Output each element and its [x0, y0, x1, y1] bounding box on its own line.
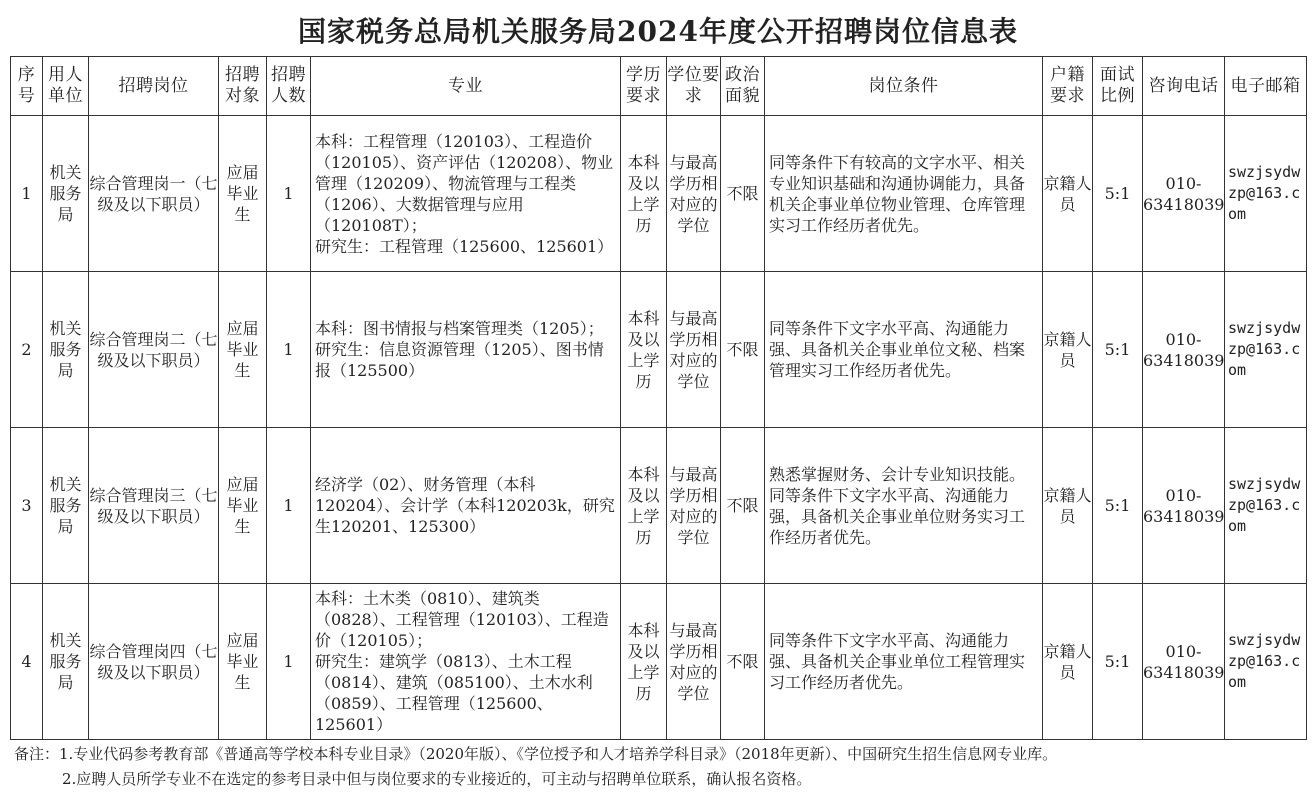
cell-degree: 与最高学历相对应的学位 — [667, 116, 721, 272]
header-seq: 序号 — [11, 57, 43, 116]
cell-position: 综合管理岗一（七级及以下职员） — [89, 116, 219, 272]
header-education: 学历要求 — [621, 57, 667, 116]
cell-phone: 010-63418039 — [1143, 272, 1225, 428]
cell-target: 应届毕业生 — [219, 272, 267, 428]
cell-target: 应届毕业生 — [219, 584, 267, 740]
header-degree: 学位要求 — [667, 57, 721, 116]
cell-phone: 010-63418039 — [1143, 428, 1225, 584]
cell-position: 综合管理岗二（七级及以下职员） — [89, 272, 219, 428]
cell-political: 不限 — [721, 272, 765, 428]
cell-phone: 010-63418039 — [1143, 116, 1225, 272]
cell-unit: 机关服务局 — [43, 116, 89, 272]
cell-conditions: 同等条件下文字水平高、沟通能力强、具备机关企事业单位文秘、档案管理实习工作经历者优先。 — [765, 272, 1043, 428]
cell-email: swzjsydwzp@163.com — [1225, 584, 1307, 740]
header-conditions: 岗位条件 — [765, 57, 1043, 116]
cell-degree: 与最高学历相对应的学位 — [667, 428, 721, 584]
cell-major: 本科：图书情报与档案管理类（1205）； 研究生：信息资源管理（1205）、图书情报（125500） — [311, 272, 621, 428]
cell-seq: 1 — [11, 116, 43, 272]
header-unit: 用人单位 — [43, 57, 89, 116]
cell-education: 本科及以上学历 — [621, 584, 667, 740]
header-political: 政治面貌 — [721, 57, 765, 116]
table-row — [11, 584, 1307, 740]
note-line-1: 备注：1.专业代码参考教育部《普通高等学校本科专业目录》（2020年版）、《学位授予和人才培养学科目录》（2018年更新）、中国研究生招生信息网专业库。 — [14, 745, 1058, 763]
cell-major: 本科：土木类（0810）、建筑类（0828）、工程管理（120103）、工程造价（120105）； 研究生：建筑学（0813）、土木工程（0814）、建筑（085100）、土木水利（0859）、工程管理（125600、125601） — [311, 584, 621, 740]
header-hukou: 户籍要求 — [1043, 57, 1093, 116]
cell-email: swzjsydwzp@163.com — [1225, 116, 1307, 272]
cell-hukou: 京籍人员 — [1043, 116, 1093, 272]
cell-ratio: 5:1 — [1093, 584, 1143, 740]
cell-hukou: 京籍人员 — [1043, 584, 1093, 740]
cell-email: swzjsydwzp@163.com — [1225, 428, 1307, 584]
cell-ratio: 5:1 — [1093, 116, 1143, 272]
table-header-row — [11, 57, 1307, 116]
recruitment-table — [10, 56, 1307, 740]
cell-count: 1 — [267, 584, 311, 740]
cell-count: 1 — [267, 116, 311, 272]
cell-count: 1 — [267, 272, 311, 428]
header-ratio: 面试比例 — [1093, 57, 1143, 116]
cell-seq: 4 — [11, 584, 43, 740]
header-major: 专业 — [311, 57, 621, 116]
cell-unit: 机关服务局 — [43, 584, 89, 740]
cell-degree: 与最高学历相对应的学位 — [667, 584, 721, 740]
cell-ratio: 5:1 — [1093, 428, 1143, 584]
table-row — [11, 428, 1307, 584]
page-title: 国家税务总局机关服务局2024年度公开招聘岗位信息表 — [298, 15, 1018, 48]
cell-conditions: 同等条件下有较高的文字水平、相关专业知识基础和沟通协调能力，具备机关企事业单位物业管理、仓库管理实习工作经历者优先。 — [765, 116, 1043, 272]
cell-unit: 机关服务局 — [43, 428, 89, 584]
notes — [14, 742, 1304, 792]
cell-target: 应届毕业生 — [219, 116, 267, 272]
note-line-2: 2.应聘人员所学专业不在选定的参考目录中但与岗位要求的专业接近的，可主动与招聘单位联系，确认报名资格。 — [62, 770, 812, 788]
header-target: 招聘对象 — [219, 57, 267, 116]
cell-position: 综合管理岗三（七级及以下职员） — [89, 428, 219, 584]
cell-major: 经济学（02）、财务管理（本科120204）、会计学（本科120203k，研究生120201、125300） — [311, 428, 621, 584]
cell-political: 不限 — [721, 428, 765, 584]
cell-seq: 3 — [11, 428, 43, 584]
cell-target: 应届毕业生 — [219, 428, 267, 584]
cell-education: 本科及以上学历 — [621, 116, 667, 272]
table-row — [11, 116, 1307, 272]
cell-political: 不限 — [721, 116, 765, 272]
cell-unit: 机关服务局 — [43, 272, 89, 428]
cell-email: swzjsydwzp@163.com — [1225, 272, 1307, 428]
cell-seq: 2 — [11, 272, 43, 428]
cell-conditions: 熟悉掌握财务、会计专业知识技能。同等条件下文字水平高、沟通能力强，具备机关企事业单位财务实习工作经历者优先。 — [765, 428, 1043, 584]
cell-hukou: 京籍人员 — [1043, 428, 1093, 584]
cell-education: 本科及以上学历 — [621, 428, 667, 584]
cell-hukou: 京籍人员 — [1043, 272, 1093, 428]
header-count: 招聘人数 — [267, 57, 311, 116]
cell-ratio: 5:1 — [1093, 272, 1143, 428]
cell-major: 本科：工程管理（120103）、工程造价（120105）、资产评估（120208）、物业管理（120209）、物流管理与工程类（1206）、大数据管理与应用（120108T）； 研究生：工程管理（125600、125601） — [311, 116, 621, 272]
cell-education: 本科及以上学历 — [621, 272, 667, 428]
header-phone: 咨询电话 — [1143, 57, 1225, 116]
header-email: 电子邮箱 — [1225, 57, 1307, 116]
cell-count: 1 — [267, 428, 311, 584]
cell-position: 综合管理岗四（七级及以下职员） — [89, 584, 219, 740]
table-row — [11, 272, 1307, 428]
cell-phone: 010-63418039 — [1143, 584, 1225, 740]
cell-conditions: 同等条件下文字水平高、沟通能力强、具备机关企事业单位工程管理实习工作经历者优先。 — [765, 584, 1043, 740]
cell-political: 不限 — [721, 584, 765, 740]
cell-degree: 与最高学历相对应的学位 — [667, 272, 721, 428]
header-position: 招聘岗位 — [89, 57, 219, 116]
